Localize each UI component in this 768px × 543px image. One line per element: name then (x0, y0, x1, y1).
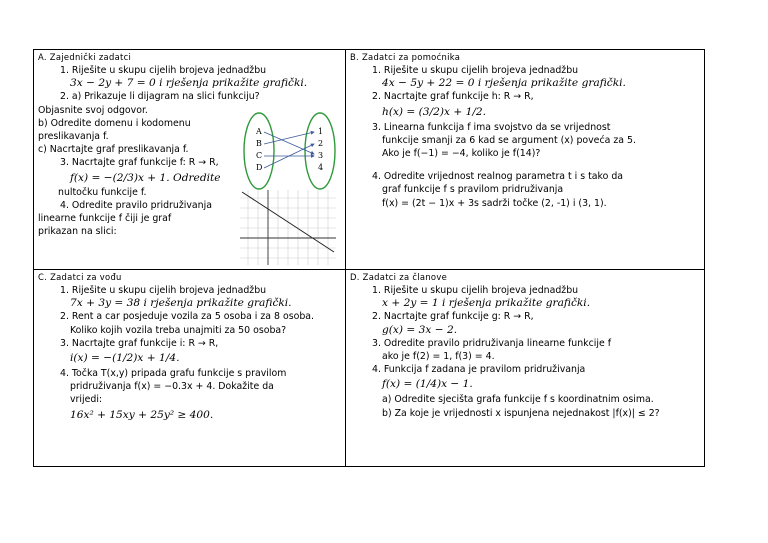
task-line: x + 2y = 1 i rješenja prikažite grafički. (382, 297, 591, 310)
task-line: nultočku funkcije f. (58, 186, 147, 198)
task-line: pridruživanja f(x) = −0.3x + 4. Dokažite da (70, 381, 274, 393)
section-d-title: D. Zadatci za članove (350, 272, 448, 282)
task-line: Objasnite svoj odgovor. (38, 104, 148, 116)
task-line: 4x − 5y + 22 = 0 i rješenja prikažite grafički. (382, 77, 626, 90)
section-a (34, 50, 345, 269)
task-line: i(x) = −(1/2)x + 1/4. (70, 352, 180, 365)
task-line: 2. a) Prikazuje li dijagram na slici funkciju? (60, 91, 260, 103)
section-b-title: B. Zadatci za pomoćnika (350, 52, 461, 62)
function-graph (240, 190, 336, 265)
task-line: f(x) = −(2/3)x + 1. Odredite (70, 171, 221, 184)
task-line: Ako je f(−1) = −4, koliko je f(14)? (382, 148, 541, 160)
task-line: graf funkcije f s pravilom pridruživanja (382, 184, 564, 196)
task-line: 3. Odredite pravilo pridruživanja linearne funkcije f (372, 337, 611, 349)
task-line: linearne funkcije f čiji je graf (38, 213, 172, 225)
task-line: vrijedi: (70, 394, 103, 406)
task-line: 16x² + 15xy + 25y² ≥ 400. (70, 408, 214, 421)
section-a-title: A. Zajednički zadatci (38, 52, 132, 62)
domain-label: A (256, 127, 262, 136)
task-line: 4. Funkcija f zadana je pravilom pridruživanja (372, 364, 586, 376)
task-line: g(x) = 3x − 2. (382, 323, 458, 336)
codomain-label: 2 (318, 139, 324, 148)
task-line: 1. Riješite u skupu cijelih brojeva jednadžbu (372, 65, 579, 76)
domain-label: D (256, 163, 263, 172)
task-line: funkcije smanji za 6 kad se argument (x) poveća za 5. (382, 134, 636, 146)
section-d (346, 270, 706, 468)
task-line: 2. Rent a car posjeduje vozila za 5 osoba i za 8 osoba. (60, 311, 314, 323)
task-line: ako je f(2) = 1, f(3) = 4. (382, 351, 495, 363)
domain-label: C (256, 151, 263, 160)
task-line: f(x) = (1/4)x − 1. (382, 378, 473, 391)
codomain-label: 1 (318, 127, 324, 136)
task-line: 7x + 3y = 38 i rješenja prikažite grafički. (70, 297, 292, 310)
task-line: 1. Riješite u skupu cijelih brojeva jednadžbu (372, 285, 579, 296)
task-line: 4. Odredite vrijednost realnog parametra t i s tako da (372, 171, 624, 183)
section-c-title: C. Zadatci za vođu (38, 272, 122, 282)
task-line: 2. Nacrtajte graf funkcije g: R → R, (372, 311, 534, 323)
task-line: prikazan na slici: (38, 226, 117, 238)
task-line: a) Odredite sjecišta grafa funkcije f s koordinatnim osima. (382, 394, 654, 406)
task-line: 2. Nacrtajte graf funkcije h: R → R, (372, 91, 534, 103)
section-c (34, 270, 345, 468)
task-line: 3x − 2y + 7 = 0 i rješenja prikažite grafički. (70, 77, 308, 90)
task-line: 1. Riješite u skupu cijelih brojeva jednadžbu (60, 65, 267, 76)
task-line: b) Za koje je vrijednosti x ispunjena nejednakost |f(x)| ≤ 2? (382, 407, 660, 419)
graph-grid (240, 190, 336, 265)
worksheet-table (33, 49, 705, 467)
task-line: 3. Linearna funkcija f ima svojstvo da se vrijednost (372, 121, 611, 133)
codomain-label: 4 (318, 163, 324, 172)
task-line: b) Odredite domenu i kodomenu (38, 117, 191, 129)
codomain-label: 3 (318, 151, 324, 160)
task-line: 1. Riješite u skupu cijelih brojeva jednadžbu (60, 285, 267, 296)
task-line: c) Nacrtajte graf preslikavanja f. (38, 144, 189, 156)
task-line: 3. Nacrtajte graf funkcije i: R → R, (60, 337, 219, 349)
section-b (346, 50, 706, 269)
domain-label: B (256, 139, 262, 148)
task-line: Koliko kojih vozila treba unajmiti za 50 osoba? (70, 324, 287, 336)
task-line: 3. Nacrtajte graf funkcije f: R → R, (60, 157, 219, 169)
task-line: h(x) = (3/2)x + 1/2. (382, 105, 486, 118)
task-line: 4. Odredite pravilo pridruživanja (60, 199, 212, 211)
task-line: 4. Točka T(x,y) pripada grafu funkcije s pravilom (60, 368, 287, 380)
task-line: f(x) = (2t − 1)x + 3s sadrži točke (2, -1) i (3, 1). (382, 197, 607, 209)
task-line: preslikavanja f. (38, 131, 109, 143)
mapping-diagram (242, 110, 338, 192)
